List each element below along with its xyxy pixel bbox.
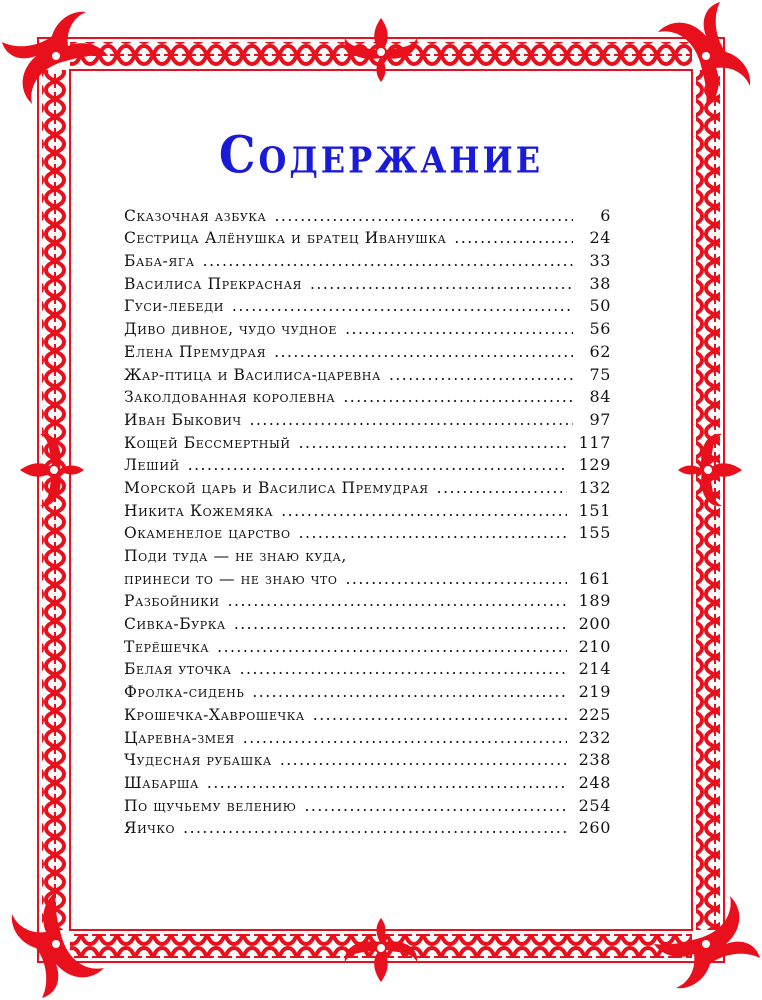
toc-entry-title: Сестрица Алёнушка и братец Иванушка: [124, 229, 447, 248]
toc-entry-page: 225: [578, 704, 611, 724]
dot-leader: [313, 706, 567, 724]
toc-entry: [124, 701, 611, 724]
dot-leader: [217, 638, 567, 656]
toc-entry-page: 232: [578, 727, 611, 747]
toc-entry: [124, 315, 611, 338]
dot-leader: [203, 252, 573, 270]
toc-entry: [124, 225, 611, 248]
dot-leader: [243, 729, 567, 747]
toc-entry-title: Сказочная азбука: [124, 206, 267, 225]
toc-entry: [124, 542, 611, 565]
toc-entry: [124, 202, 611, 225]
toc-entry: [124, 656, 611, 679]
toc-entry-title: Василиса Прекрасная: [124, 274, 302, 293]
toc-entry-title: Никита Кожемяка: [124, 501, 274, 520]
toc-entry-page: 75: [589, 364, 611, 384]
toc-entry-page: 151: [578, 500, 611, 520]
toc-entry-page: 97: [589, 409, 611, 429]
toc-entry-page: 214: [578, 659, 611, 679]
toc-entry-title: Морской царь и Василиса Премудрая: [124, 478, 429, 497]
toc-entry-title: По щучьему велению: [124, 796, 297, 815]
page-title: Содержание: [218, 125, 544, 185]
toc-entry-title: Гуси-лебеди: [124, 297, 224, 316]
toc-entry-title: Баба-яга: [124, 252, 195, 271]
dot-leader: [345, 320, 573, 338]
dot-leader: [343, 388, 573, 406]
toc-entry-page: 132: [578, 477, 611, 497]
toc-entry: [124, 792, 611, 815]
toc-entry-page: 117: [578, 432, 611, 452]
toc-entry-page: 50: [589, 296, 611, 316]
toc-entry-title: Крошечка-Хаврошечка: [124, 705, 305, 724]
dot-leader: [281, 502, 566, 520]
toc-entry: [124, 429, 611, 452]
toc-entry-title: Яичко: [124, 819, 176, 838]
toc-entry-page: 33: [589, 251, 611, 271]
toc-entry: [124, 406, 611, 429]
dot-leader: [346, 570, 567, 588]
dot-leader: [188, 456, 567, 474]
toc-entry-page: 24: [589, 228, 611, 248]
toc-entry-title: Елена Премудрая: [124, 342, 267, 361]
toc-entry-page: 129: [578, 455, 611, 475]
toc-entry-title: Белая уточка: [124, 660, 232, 679]
dot-leader: [437, 479, 567, 497]
toc-entry-page: 62: [589, 341, 611, 361]
toc-entry-page: 84: [589, 387, 611, 407]
toc-entry-page: 238: [578, 750, 611, 770]
toc-entry-page: 260: [578, 818, 611, 838]
dot-leader: [207, 774, 567, 792]
toc-entry-title: Фролка-сидень: [124, 683, 245, 702]
dot-leader: [228, 592, 567, 610]
toc-entry-title: Окаменелое царство: [124, 524, 291, 543]
dot-leader: [234, 615, 567, 633]
toc-entry-title: принеси то — не знаю что: [124, 569, 338, 588]
dot-leader: [454, 229, 573, 247]
toc-entry: [124, 724, 611, 747]
toc-entry: [124, 497, 611, 520]
toc-entry: [124, 678, 611, 701]
dot-leader: [252, 683, 566, 701]
toc-entry: [124, 452, 611, 475]
toc-entry-title: Диво дивное, чудо чудное: [124, 320, 338, 339]
toc-entry-title: Сивка-Бурка: [124, 615, 226, 634]
toc-entry: [124, 361, 611, 384]
dot-leader: [280, 751, 567, 769]
toc-entry-title: Шабарша: [124, 773, 199, 792]
dot-leader: [310, 275, 573, 293]
toc-entry: [124, 338, 611, 361]
toc-entry: [124, 384, 611, 407]
toc-entry-page: 161: [578, 568, 611, 588]
dot-leader: [240, 660, 567, 678]
toc-entry: [124, 815, 611, 838]
toc-entry: [124, 474, 611, 497]
toc-entry-page: 56: [589, 319, 611, 339]
toc-entry: [124, 270, 611, 293]
toc-entry-title: Иван Быкович: [124, 410, 242, 429]
toc-entry-page: 210: [578, 636, 611, 656]
toc-entry-page: 155: [578, 523, 611, 543]
dot-leader: [304, 797, 566, 815]
toc-entry-title: Кощей Бессмертный: [124, 433, 291, 452]
toc-entry-page: 38: [589, 273, 611, 293]
toc-entry: [124, 633, 611, 656]
dot-leader: [250, 411, 573, 429]
toc-entry: [124, 588, 611, 611]
toc-entry-page: 189: [578, 591, 611, 611]
toc-entry: [124, 565, 611, 588]
toc-entry: [124, 769, 611, 792]
dot-leader: [389, 366, 573, 384]
toc-entry-title: Чудесная рубашка: [124, 751, 272, 770]
toc-entry-page: 248: [578, 772, 611, 792]
toc-entry-title: Поди туда — не знаю куда,: [124, 547, 347, 565]
toc-entry: [124, 293, 611, 316]
toc-entry-title: Царевна-змея: [124, 728, 235, 747]
dot-leader: [274, 207, 573, 225]
toc-entry: [124, 520, 611, 543]
toc-entry-page: 200: [578, 614, 611, 634]
dot-leader: [274, 343, 573, 361]
dot-leader: [299, 524, 567, 542]
table-of-contents: [124, 202, 611, 837]
toc-entry-page: 219: [578, 682, 611, 702]
dot-leader: [183, 819, 567, 837]
toc-entry-title: Заколдованная королевна: [124, 388, 336, 407]
toc-entry-title: Терёшечка: [124, 637, 210, 656]
toc-entry-title: Леший: [124, 456, 180, 475]
toc-entry: [124, 610, 611, 633]
toc-entry: [124, 247, 611, 270]
dot-leader: [299, 434, 567, 452]
toc-entry-title: Разбойники: [124, 592, 220, 611]
toc-entry-title: Жар-птица и Василиса-царевна: [124, 365, 381, 384]
dot-leader: [232, 297, 573, 315]
toc-entry-page: 6: [600, 205, 611, 225]
toc-entry-page: 254: [578, 795, 611, 815]
toc-entry: [124, 747, 611, 770]
